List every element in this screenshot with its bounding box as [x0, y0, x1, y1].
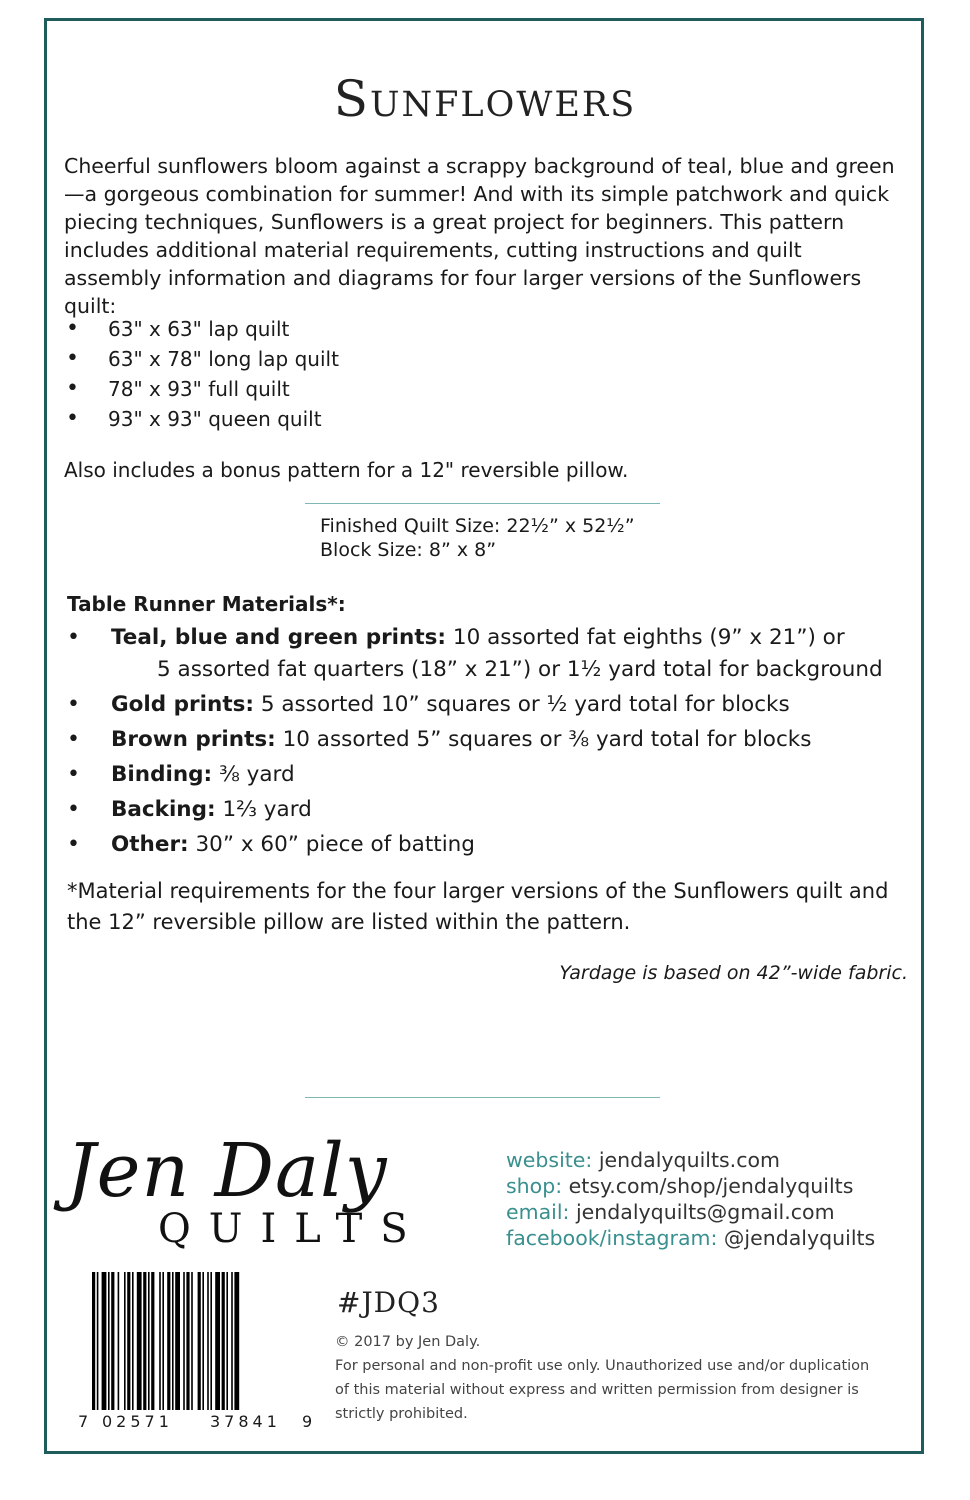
brand-logo [66, 1128, 486, 1258]
barcode-bar [108, 1272, 110, 1410]
barcode-bar [198, 1272, 201, 1410]
barcode-bar [231, 1272, 233, 1410]
logo-name: Jen Daly [66, 1128, 388, 1214]
contact-value: @jendalyquilts [723, 1226, 876, 1250]
pattern-code: #JDQ3 [337, 1286, 440, 1319]
barcode-bar [118, 1272, 120, 1410]
contact-social[interactable] [506, 1225, 875, 1251]
material-text: 1⅔ yard [222, 797, 312, 822]
contact-value: etsy.com/shop/jendalyquilts [568, 1174, 854, 1198]
size-item: • 78" x 93" full quilt [64, 374, 664, 404]
barcode-digits [78, 1412, 320, 1434]
barcode-digit: 37841 [210, 1412, 281, 1431]
materials-list [67, 622, 927, 864]
barcode-digit: 7 [78, 1412, 89, 1431]
contact-value: jendalyquilts@gmail.com [575, 1200, 835, 1224]
barcode [78, 1272, 313, 1434]
barcode-bar [234, 1272, 239, 1410]
size-item: • 63" x 78" long lap quilt [64, 344, 664, 374]
barcode-bar [92, 1272, 95, 1410]
block-size: Block Size: 8” x 8” [320, 539, 497, 561]
barcode-bar [132, 1272, 134, 1410]
barcode-bar [148, 1272, 150, 1410]
material-text: 10 assorted 5” squares or ⅜ yard total for blocks [282, 727, 812, 752]
size-info [320, 514, 635, 562]
usage-notice: For personal and non-profit use only. Unauthorized use and/or duplication of this material without express and written permission from designer is strictly prohibited. [335, 1358, 870, 1422]
finished-size: Finished Quilt Size: 22½” x 52½” [320, 515, 635, 537]
material-label: Other: [111, 832, 189, 857]
barcode-bar [210, 1272, 212, 1410]
barcode-bar [202, 1272, 204, 1410]
contact-info [506, 1147, 875, 1251]
barcode-bar [175, 1272, 180, 1410]
material-item [67, 689, 927, 721]
size-list [64, 314, 664, 434]
contact-key: email: [506, 1200, 570, 1224]
material-label: Teal, blue and green prints: [111, 625, 447, 650]
material-item [67, 794, 927, 826]
barcode-bar [124, 1272, 126, 1410]
legal-text [335, 1330, 885, 1426]
material-text: ⅜ yard [218, 762, 295, 787]
contact-value: jendalyquilts.com [598, 1148, 780, 1172]
material-item [67, 724, 927, 756]
barcode-bar [222, 1272, 225, 1410]
contact-shop[interactable] [506, 1173, 875, 1199]
divider-bottom [305, 1097, 660, 1098]
material-label: Binding: [111, 762, 213, 787]
material-text: 10 assorted fat eighths (9” x 21”) or [452, 625, 845, 650]
materials-footnote: *Material requirements for the four larger versions of the Sunflowers quilt and the 12” reversible pillow are listed within the pattern. [67, 879, 889, 934]
barcode-bar [186, 1272, 189, 1410]
barcode-bar [159, 1272, 161, 1410]
barcode-bar [215, 1272, 220, 1410]
barcode-bar [97, 1272, 99, 1410]
barcode-bars [90, 1272, 310, 1410]
barcode-bar [102, 1272, 107, 1410]
barcode-digit: 02571 [102, 1412, 173, 1431]
barcode-digit: 9 [302, 1412, 313, 1431]
barcode-bar [143, 1272, 146, 1410]
contact-email[interactable] [506, 1199, 875, 1225]
barcode-bar [111, 1272, 114, 1410]
material-item [67, 759, 927, 791]
size-item: • 93" x 93" queen quilt [64, 404, 664, 434]
material-label: Backing: [111, 797, 216, 822]
contact-key: shop: [506, 1174, 563, 1198]
barcode-bar [162, 1272, 164, 1410]
page-title: Sunflowers [333, 70, 637, 128]
bonus-note: Also includes a bonus pattern for a 12" reversible pillow. [64, 458, 629, 482]
yardage-note: Yardage is based on 42”-wide fabric. [559, 962, 908, 984]
barcode-bar [127, 1272, 130, 1410]
barcode-bar [183, 1272, 185, 1410]
material-text: 30” x 60” piece of batting [195, 832, 475, 857]
barcode-bar [151, 1272, 154, 1410]
contact-key: facebook/instagram: [506, 1226, 718, 1250]
contact-key: website: [506, 1148, 593, 1172]
size-item: • 63" x 63" lap quilt [64, 314, 664, 344]
material-item [67, 622, 927, 686]
contact-website[interactable] [506, 1147, 875, 1173]
intro-paragraph: Cheerful sunflowers bloom against a scrappy background of teal, blue and green—a gorgeous combination for summer! And with its simple patchwork and quick piecing techniques, Sunflowers is a great project for beginners. This pattern includes additional material requirements, cutting instructions and quilt assembly information and diagrams for four larger versions of the Sunflowers quilt: [64, 154, 895, 318]
material-text-continued: 5 assorted fat quarters (18” x 21”) or 1½ yard total for background [157, 657, 883, 682]
logo-subtitle: QUILTS [158, 1206, 426, 1252]
divider-top [305, 503, 660, 504]
barcode-bar [207, 1272, 209, 1410]
barcode-bar [167, 1272, 170, 1410]
material-label: Brown prints: [111, 727, 276, 752]
material-item [67, 829, 927, 861]
material-text: 5 assorted 10” squares or ½ yard total for blocks [260, 692, 790, 717]
barcode-bar [191, 1272, 193, 1410]
barcode-bar [172, 1272, 174, 1410]
barcode-bar [226, 1272, 228, 1410]
material-label: Gold prints: [111, 692, 255, 717]
materials-heading: Table Runner Materials*: [67, 592, 346, 616]
barcode-bar [137, 1272, 142, 1410]
copyright: © 2017 by Jen Daly. [335, 1334, 481, 1350]
